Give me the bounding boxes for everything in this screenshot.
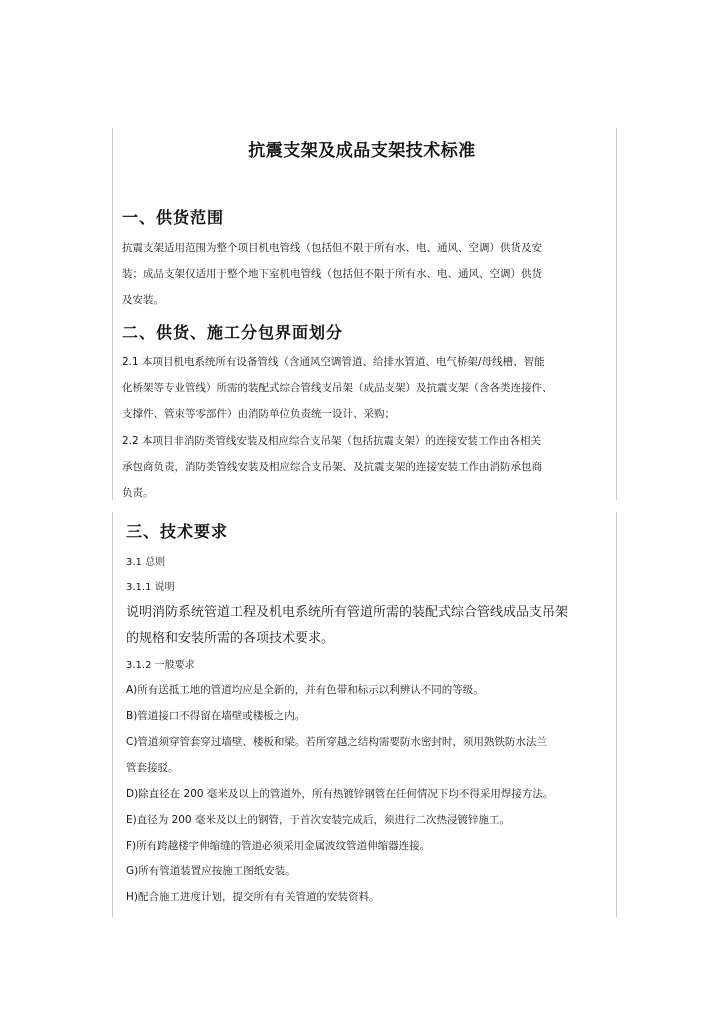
- section-1-heading: 一、供货范围: [122, 208, 225, 227]
- requirement-d: D)除直径在 200 毫米及以上的管道外，所有热镀锌钢管在任何情况下均不得采用焊接方法。: [126, 788, 554, 800]
- description-line-2: 的规格和安装所需的各项技术要求。: [126, 631, 335, 646]
- description-line-1: 说明消防系统管道工程及机电系统所有管道所需的装配式综合管线成品支吊架: [126, 605, 569, 620]
- requirement-a: A)所有送抵工地的管道均应是全新的，并有色带和标示以利辨认不同的等级。: [126, 684, 484, 696]
- document-title: 抗震支架及成品支架技术标准: [248, 141, 476, 161]
- requirement-g: G)所有管道装置应按施工图纸安装。: [126, 865, 296, 877]
- requirement-c-line-1: C)管道须穿管套穿过墙壁、楼板和梁。若所穿越之结构需要防水密封时，须用熟铁防水法兰: [126, 736, 547, 748]
- section-1-line-1: 抗震支架适用范围为整个项目机电管线（包括但不限于所有水、电、通风、空调）供货及安: [122, 242, 542, 254]
- section-2-line-1: 2.1 本项目机电系统所有设备管线（含通风空调管道、给排水管道、电气桥架/母线槽、智能: [122, 356, 545, 368]
- section-1-line-2: 装；成品支架仅适用于整个地下室机电管线（包括但不限于所有水、电、通风、空调）供货: [122, 268, 542, 280]
- requirement-h: H)配合施工进度计划，提交所有有关管道的安装资料。: [126, 891, 380, 903]
- requirement-b: B)管道接口不得留在墙壁或楼板之内。: [126, 710, 306, 722]
- section-3-1-1-label: 3.1.1 说明: [126, 582, 175, 593]
- section-3-1-2-label: 3.1.2 一般要求: [126, 660, 195, 671]
- requirement-f: F)所有跨越楼宇伸缩缝的管道必须采用金属波纹管道伸缩器连接。: [126, 840, 431, 852]
- section-3-heading: 三、技术要求: [126, 522, 229, 541]
- section-2-line-4: 2.2 本项目非消防类管线安装及相应综合支吊架（包括抗震支架）的连接安装工作由各相关: [122, 435, 542, 447]
- section-2-heading: 二、供货、施工分包界面划分: [122, 323, 344, 342]
- section-2-line-3: 支撑件、管束等零部件）由消防单位负责统一设计、采购；: [122, 408, 395, 420]
- section-3-1-label: 3.1 总则: [126, 557, 166, 568]
- section-2-line-6: 负责。: [122, 487, 154, 499]
- section-2-line-2: 化桥架等专业管线）所需的装配式综合管线支吊架（成品支架）及抗震支架（含各类连接件、: [122, 382, 553, 394]
- section-2-line-5: 承包商负责，消防类管线安装及相应综合支吊架、及抗震支架的连接安装工作由消防承包商: [122, 461, 542, 473]
- requirement-c-line-2: 管套接驳。: [126, 762, 179, 774]
- requirement-e: E)直径为 200 毫米及以上的钢管，于首次安装完成后，须进行二次热浸镀锌施工。: [126, 814, 510, 826]
- section-1-line-3: 及安装。: [122, 294, 164, 306]
